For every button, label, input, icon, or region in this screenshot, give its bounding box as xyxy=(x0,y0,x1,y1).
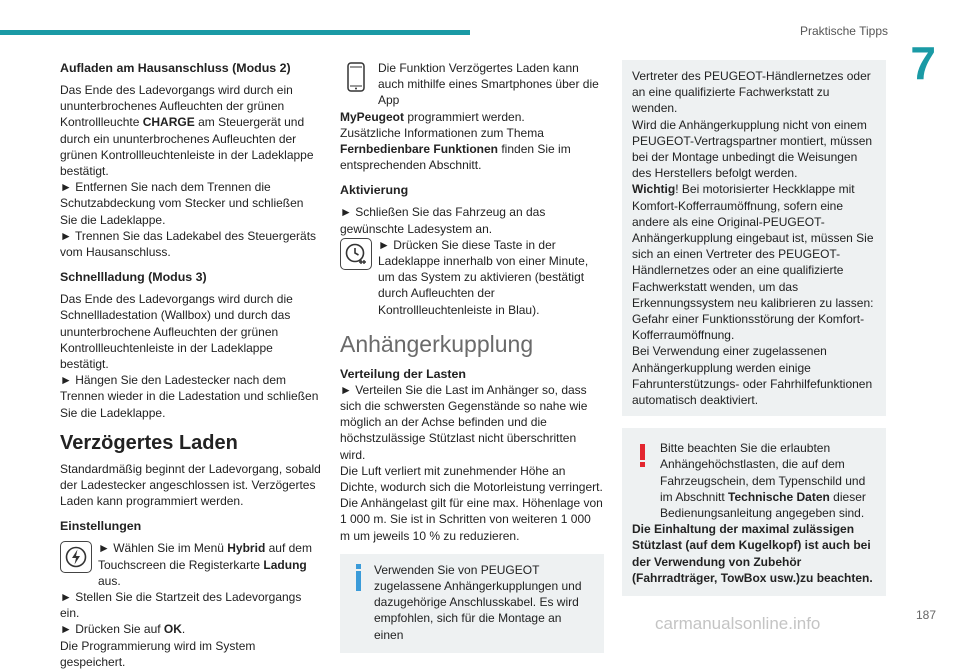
charge-plug-icon xyxy=(60,541,92,573)
app-info-text: Die Funktion Verzögertes Laden kann auch mithilfe eines Smartphones über die App xyxy=(378,61,599,108)
activation-step-row xyxy=(340,237,604,318)
info-icon xyxy=(350,562,366,591)
warning-text: Bitte beachten Sie die erlaubten Anhängehöchstlasten, die auf dem Fahrzeugschein, dem Typenschild und im Abschnitt Technische Daten dieser Bedienungsanleitung angegeben sind. xyxy=(660,441,866,521)
chapter-number: 7 xyxy=(910,37,936,89)
important-note: Wichtig! Bei motorisierter Heckklappe mit Komfort-Kofferraumöffnung, sofern eine andere als eine Original-PEUGEOT-Anhängerkupplung eingebaut ist, müssen Sie sich an einen Vertreter des PEUGEOT-Händlernetzes oder an eine qualifizierte Fachwerkstatt wenden, um das Erkennungssystem neu kalibrieren zu lassen: Gefahr einer Funktionsstörung der Komfort-Kofferraumöffnung. xyxy=(632,182,874,343)
watermark: carmanualsonline.info xyxy=(655,614,821,633)
app-info-continued: MyPeugeot programmiert werden. xyxy=(340,109,525,124)
heading-modus2: Aufladen am Hausanschluss (Modus 2) xyxy=(60,61,291,75)
warning-bold-text: Die Einhaltung der maximal zulässigen Stützlast (auf dem Kugelkopf) ist auch bei der Verwendung von Zubehör (Fahrradträger, TowBox usw.)zu beachten. xyxy=(632,522,873,585)
heading-anhaengerkupplung: Anhängerkupplung xyxy=(340,330,534,357)
paragraph-verzoegertes-laden: Standardmäßig beginnt der Ladevorgang, sobald der Ladestecker angeschlossen ist. Verzögertes Laden kann programmiert werden. xyxy=(60,461,321,509)
column-1 xyxy=(60,60,322,670)
app-info-row xyxy=(340,60,604,109)
more-info-text: Zusätzliche Informationen zum Thema Fernbedienbare Funktionen finden Sie im entsprechenden Abschnitt. xyxy=(340,125,571,173)
info-text: Verwenden Sie von PEUGEOT zugelassene Anhängerkupplungen und dazugehörige Anschlusskabel. Es wird empfohlen, sich für die Montage an einen xyxy=(374,562,582,642)
step-distribute-load: ► Verteilen Sie die Last im Anhänger so, dass sich die schwersten Gegenstände so nahe wie möglich an der Achse befinden und die höchstzulässige Stützlast nicht überschritten wird. xyxy=(340,382,588,462)
step-disconnect-cable: ► Trennen Sie das Ladekabel des Steuergeräts vom Hausanschluss. xyxy=(60,228,317,260)
clock-plug-icon xyxy=(340,238,372,270)
heading-verteilung: Verteilung der Lasten xyxy=(340,366,467,381)
header-accent-bar xyxy=(0,30,470,35)
info-continued-text: Vertreter des PEUGEOT-Händlernetzes oder an eine qualifizierte Fachwerkstatt zu wenden. xyxy=(632,69,871,116)
info-box xyxy=(340,554,604,653)
paragraph-modus2: Das Ende des Ladevorgangs wird durch ein ununterbrochenes Aufleuchten der grünen Kontrollleuchte CHARGE am Steuergerät und durch ein ununterbrochenes Aufleuchten der grünen Kontrollleuchtenleiste in der Ladeklappe bestätigt. xyxy=(60,83,314,179)
step-press-ok: ► Drücken Sie auf OK. xyxy=(60,622,186,637)
section-title: Praktische Tipps xyxy=(799,24,888,38)
step-select-menu: ► Wählen Sie im Menü Hybrid auf dem Touchscreen die Registerkarte Ladung aus. xyxy=(98,541,312,588)
heading-aktivierung: Aktivierung xyxy=(340,183,409,198)
smartphone-icon xyxy=(340,60,372,94)
heading-verzoegertes-laden: Verzögertes Laden xyxy=(60,431,238,454)
warning-box xyxy=(622,428,886,596)
heading-modus3: Schnellladung (Modus 3) xyxy=(60,270,207,285)
column-2 xyxy=(340,60,604,653)
step-connect-vehicle: ► Schließen Sie das Fahrzeug an das gewünschte Ladesystem an. xyxy=(340,205,546,236)
paragraph-saved: Die Programmierung wird im System gespeichert. xyxy=(60,638,256,669)
warning-icon xyxy=(632,440,652,467)
paragraph-altitude: Die Luft verliert mit zunehmender Höhe an Dichte, wodurch sich die Motorleistung verringert. Die Anhängelast gilt für eine max. Höhenlage von 1 000 m. Sie ist in Schritten von weiteren 1 000 m um jeweils 10 % zu reduzieren. xyxy=(340,463,603,543)
info-box-continued xyxy=(622,60,886,416)
page-number: 187 xyxy=(915,608,936,622)
step-hang-plug: ► Hängen Sie den Ladestecker nach dem Trennen wieder in die Ladestation und schließen Sie die Ladeklappe. xyxy=(60,373,319,420)
step-remove-cover: ► Entfernen Sie nach dem Trennen die Schutzabdeckung vom Stecker und schließen Sie die Ladeklappe. xyxy=(60,180,304,227)
non-peugeot-installation-text: Wird die Anhängerkupplung nicht von einem PEUGEOT-Vertragspartner montiert, müssen bei der Montage unbedingt die Weisungen des Herstellers befolgt werden. xyxy=(632,117,873,181)
step-set-start-time: ► Stellen Sie die Startzeit des Ladevorgangs ein. xyxy=(60,590,302,621)
column-3 xyxy=(622,60,886,596)
settings-step-row xyxy=(60,540,322,589)
heading-einstellungen: Einstellungen xyxy=(60,519,142,534)
assistance-deactivation-text: Bei Verwendung einer zugelassenen Anhängerkupplung werden einige Fahrunterstützungs- oder Fahrhilfefunktionen automatisch deaktiviert. xyxy=(632,344,873,408)
paragraph-modus3: Das Ende des Ladevorgangs wird durch die Schnellladestation (Wallbox) und durch das ununterbrochene Aufleuchten der grünen Kontrollleuchtenleiste in der Ladeklappe bestätigt. xyxy=(60,292,293,372)
step-press-button: ► Drücken Sie diese Taste in der Ladeklappe innerhalb von einer Minute, um das System zu aktivieren (bestätigt durch Aufleuchten der Kontrollleuchtenleiste in Blau). xyxy=(378,237,589,317)
